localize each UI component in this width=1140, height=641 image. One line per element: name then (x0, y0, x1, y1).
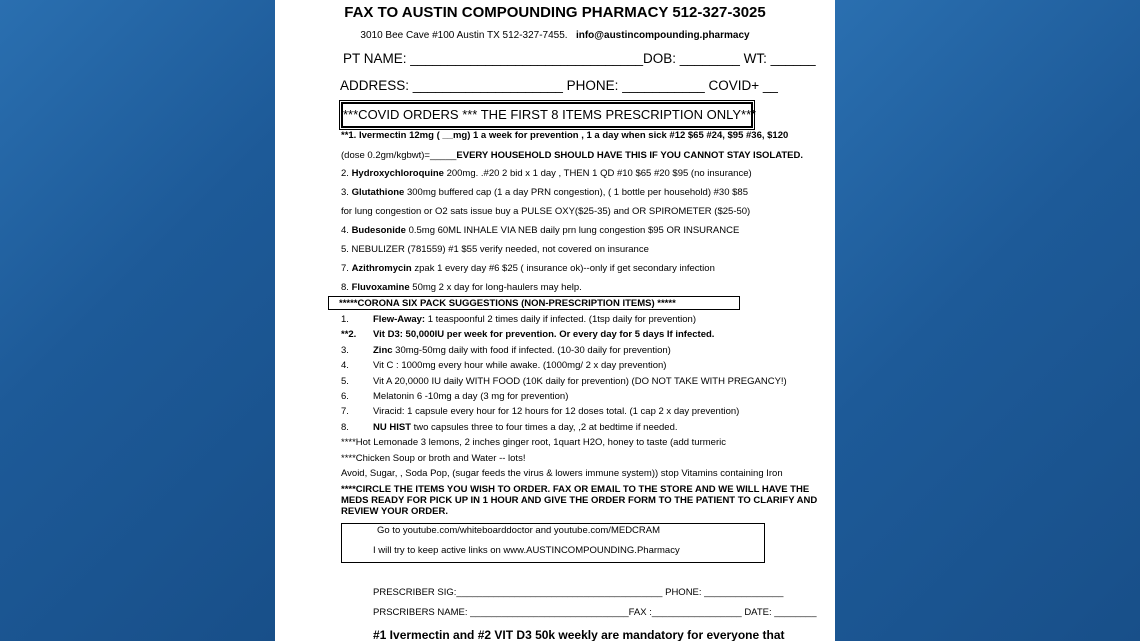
otc-item-name: Zinc (373, 345, 393, 356)
youtube-links: Go to youtube.com/whiteboarddoctor and youtube.com/MEDCRAM (377, 525, 661, 536)
drug-name: Fluvoxamine (351, 282, 410, 293)
otc-item-text: Vit C : 1000mg every hour while awake. (1000mg/ 2 x day prevention) (373, 360, 667, 371)
rx-budesonide (341, 225, 739, 236)
rx-azithromycin (341, 263, 715, 274)
drug-name: Azithromycin (351, 263, 412, 274)
otc-item-number: 1. (341, 314, 349, 325)
otc-item (341, 376, 787, 387)
rx-number: 2. (341, 168, 352, 179)
otc-item-number: 6. (341, 391, 349, 402)
otc-item-number: 4. (341, 360, 349, 371)
rx-glutathione (341, 187, 748, 198)
otc-item (341, 329, 714, 340)
drug-details: 50mg 2 x day for long-haulers may help. (409, 282, 582, 293)
website-link: I will try to keep active links on www.AUSTINCOMPOUNDING.Pharmacy (373, 545, 680, 556)
otc-item-text: 1 teaspoonful 2 times daily if infected. (1tsp daily for prevention) (425, 314, 696, 325)
otc-item-text: Vit D3: 50,000IU per week for prevention. Or every day for 5 days If infected. (373, 329, 715, 340)
otc-item (341, 314, 696, 325)
otc-item-name: NU HIST (373, 422, 411, 433)
otc-item-number: **2. (341, 329, 357, 340)
left-background (0, 0, 275, 641)
otc-item-name: Flew-Away: (373, 314, 426, 325)
otc-item-text: two capsules three to four times a day, ,2 at bedtime if needed. (411, 422, 678, 433)
otc-item-number: 5. (341, 376, 349, 387)
otc-item-number: 7. (341, 406, 349, 417)
otc-item-number: 8. (341, 422, 349, 433)
rx-number: 7. (341, 263, 352, 274)
drug-name: Hydroxychloroquine (351, 168, 444, 179)
household-note: EVERY HOUSEHOLD SHOULD HAVE THIS IF YOU CANNOT STAY ISOLATED. (456, 150, 804, 161)
otc-item-text: Melatonin 6 -10mg a day (3 mg for prevention) (373, 391, 569, 402)
chicken-soup-note: ****Chicken Soup or broth and Water -- lots! (341, 453, 526, 464)
dose-formula: (dose 0.2gm/kgbwt)=_____ (341, 150, 457, 161)
rx-ivermectin: **1. Ivermectin 12mg ( __mg) 1 a week for prevention , 1 a day when sick #12 $65 #24, $95 #36, $120 (341, 130, 789, 141)
otc-item-text: 30mg-50mg daily with food if infected. (10-30 daily for prevention) (392, 345, 671, 356)
rx-glutathione-note: for lung congestion or O2 sats issue buy a PULSE OXY($25-35) and OR SPIROMETER ($25-50) (341, 206, 751, 217)
corona-six-pack-box: *****CORONA SIX PACK SUGGESTIONS (NON-PRESCRIPTION ITEMS) ***** (328, 296, 740, 310)
right-background (835, 0, 1140, 641)
otc-item (341, 406, 739, 417)
otc-item-text: Viracid: 1 capsule every hour for 12 hours for 12 doses total. (1 cap 2 x day prevention) (373, 406, 740, 417)
drug-name: Budesonide (351, 225, 406, 236)
document-title: FAX TO AUSTIN COMPOUNDING PHARMACY 512-327-3025 (344, 4, 766, 21)
rx-number: 8. (341, 282, 352, 293)
patient-name-field: PT NAME: _______________________________DOB: ________ WT: ______ (343, 51, 816, 66)
rx-number: 3. (341, 187, 352, 198)
links-box (341, 523, 765, 563)
otc-item-number: 3. (341, 345, 349, 356)
drug-name: Glutathione (351, 187, 405, 198)
hot-lemonade-note: ****Hot Lemonade 3 lemons, 2 inches ginger root, 1quart H2O, honey to taste (add turmeric (341, 437, 726, 448)
drug-details: 300mg buffered cap (1 a day PRN congestion), ( 1 bottle per household) #30 $85 (404, 187, 748, 198)
avoid-note: Avoid, Sugar, , Soda Pop, (sugar feeds the virus & lowers immune system)) stop Vitamins containing Iron (341, 468, 783, 479)
covid-orders-box: ***COVID ORDERS *** THE FIRST 8 ITEMS PRESCRIPTION ONLY*** (341, 102, 753, 128)
rx-fluvoxamine (341, 282, 582, 293)
pharmacy-address: 3010 Bee Cave #100 Austin TX 512-327-7455. (360, 30, 568, 41)
otc-item (341, 360, 666, 371)
document-page (275, 0, 835, 641)
prescriber-name-line: PRSCRIBERS NAME: ______________________________FAX :_________________ DATE: ________ (373, 607, 817, 618)
circle-instructions-1: ****CIRCLE THE ITEMS YOU WISH TO ORDER. FAX OR EMAIL TO THE STORE AND WE WILL HAVE THE (341, 484, 810, 495)
otc-item (341, 345, 671, 356)
prescriber-signature-line: PRESCRIBER SIG:_______________________________________ PHONE: _______________ (373, 587, 784, 598)
rx-nebulizer: 5. NEBULIZER (781559) #1 $55 verify needed, not covered on insurance (341, 244, 649, 255)
circle-instructions-3: REVIEW YOUR ORDER. (341, 506, 448, 517)
address-field: ADDRESS: ____________________ PHONE: ___________ COVID+ __ (340, 78, 778, 93)
otc-item-text: Vit A 20,0000 IU daily WITH FOOD (10K daily for prevention) (DO NOT TAKE WITH PREGANCY!) (373, 376, 787, 387)
otc-item (341, 391, 568, 402)
drug-details: 0.5mg 60ML INHALE VIA NEB daily prn lung congestion $95 OR INSURANCE (405, 225, 740, 236)
rx-hydroxychloroquine (341, 168, 752, 179)
pharmacy-email: info@austincompounding.pharmacy (575, 30, 750, 41)
rx-ivermectin-dose (341, 150, 803, 161)
mandatory-footer: #1 Ivermectin and #2 VIT D3 50k weekly are mandatory for everyone that (373, 628, 785, 641)
circle-instructions-2: MEDS READY FOR PICK UP IN 1 HOUR AND GIVE THE ORDER FORM TO THE PATIENT TO CLARIFY AND (341, 495, 818, 506)
rx-number: 4. (341, 225, 352, 236)
drug-details: 200mg. .#20 2 bid x 1 day , THEN 1 QD #10 $65 #20 $95 (no insurance) (443, 168, 752, 179)
otc-item (341, 422, 678, 433)
pharmacy-address-line (275, 30, 835, 41)
drug-details: zpak 1 every day #6 $25 ( insurance ok)--only if get secondary infection (411, 263, 715, 274)
